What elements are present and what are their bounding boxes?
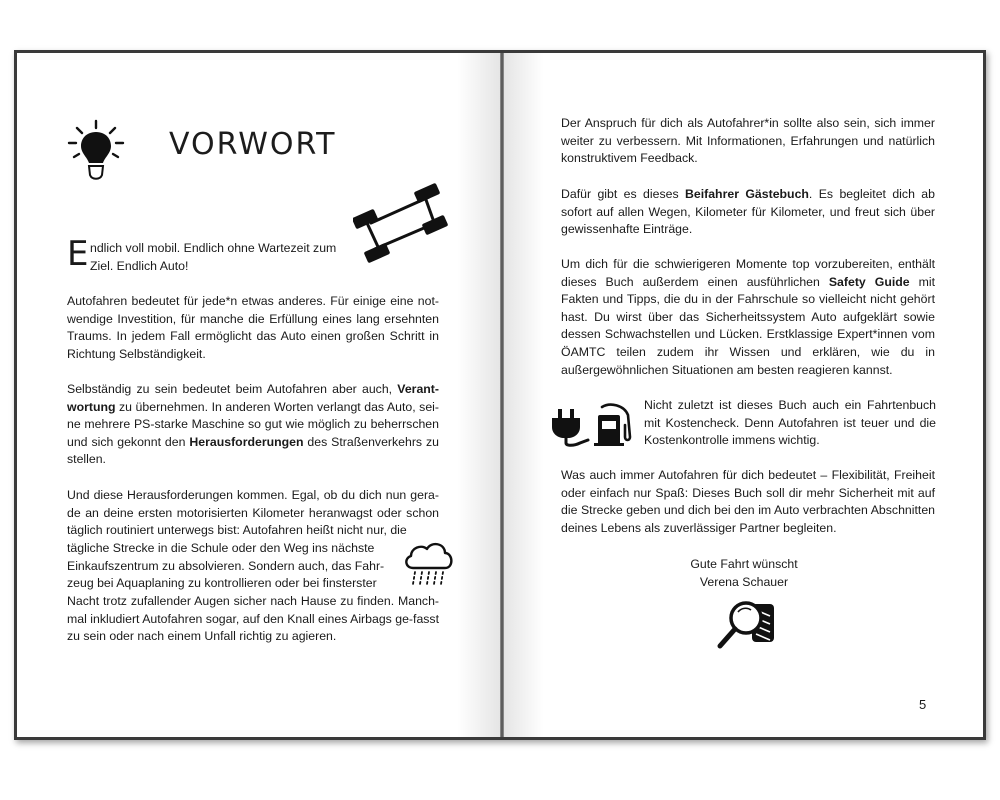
paragraph-2: Selbständig zu sein bedeutet beim Autofahren aber auch, Verant-wortung zu übernehmen. In anderen Worten verlangt das Auto, sei-ne mehrere PS-starke Maschine so gut wie möglich zu beherrschen und sich gekonnt den Herausforderungen des Straßenverkehrs zu stellen. [67, 382, 439, 467]
magnifier-tire-icon [714, 598, 780, 654]
paragraph-3-bottom: Nacht trotz zufallender Augen sicher nach Hause zu finden. Manch-mal inkludiert Autofahren sogar, auf den Knall eines Airbags ge-fasst zu sein oder nach einem Unfall richtig zu agieren. [67, 594, 439, 644]
paragraph-3-line-1: tägliche Strecke in die Schule oder den Weg ins nächste [67, 541, 375, 555]
emphasis-safety-guide: Safety Guide [828, 274, 910, 289]
emphasis-verantwortung: Verant-wortung [67, 382, 439, 414]
open-book [14, 50, 986, 740]
intro-line-1: ndlich voll mobil. Endlich ohne Wartezeit zum [90, 241, 337, 255]
emphasis-beifahrer-gaestebuch: Beifahrer Gästebuch [684, 187, 809, 201]
paragraph-3-line-2: Einkaufszentrum zu absolvieren. Sondern auch, das Fahr- [67, 559, 385, 573]
left-page [17, 53, 500, 737]
lightbulb-icon [67, 119, 125, 183]
paragraph-3-line-3: zeug bei Aquaplaning zu kontrollieren oder bei finsterster [67, 576, 377, 590]
rain-cloud-icon [401, 538, 455, 586]
drop-cap: E [67, 234, 89, 274]
page-number: 5 [919, 697, 927, 712]
right-paragraph-4: Nicht zuletzt ist dieses Buch auch ein Fahrtenbuch mit Kostencheck. Denn Autofahren ist teuer und die Kostenkontrolle immens wichtig. [644, 398, 936, 448]
page-title: VORWORT [169, 127, 337, 162]
right-page [504, 53, 983, 737]
right-paragraph-5: Was auch immer Autofahren für dich bedeutet – Flexibilität, Freiheit oder einfach nur Spaß: Dieses Buch soll dir mehr Sicherheit mit auf die Strecke geben und dich bei den im Auto verbrachten Abschnitten deines Lebens als zuverlässiger Partner begleiten. [561, 468, 935, 535]
right-paragraph-1: Der Anspruch für dich als Autofahrer*in sollte also sein, sich immer weiter zu verbessern. Mit Informationen, Erfahrungen und natürlich konstruktivem Feedback. [561, 116, 935, 166]
closing-line: Gute Fahrt wünscht [690, 557, 798, 571]
electric-plug-icon [550, 407, 590, 447]
intro-line-2: Ziel. Endlich Auto! [90, 259, 189, 273]
right-paragraph-3: Um dich für die schwierigeren Momente top vorzubereiten, enthält dieses Buch außerdem einen ausführlichen Safety Guide mit Fakten und Tipps, die du in der Fahrschule so vielleicht nicht gehört hast. Du wirst über das Sicherheitssystem Auto aufgeklärt sowie dessen Schwachstellen und Lücken. Erstklassige Expert*innen vom ÖAMTC teilen zudem ihr Wissen und erklären, wie du in außergewöhnlichen Situationen am besten reagieren kannst. [561, 257, 936, 377]
paragraph-1: Autofahren bedeutet für jede*n etwas anderes. Für einige eine not-wendige Investition, für manche die Erfüllung eines lang ersehnten Traums. In jedem Fall ermöglicht das Auto einen großen Schritt in Richtung Selbständigkeit. [67, 294, 439, 361]
author-name: Verena Schauer [699, 575, 789, 589]
right-paragraph-2: Dafür gibt es dieses Beifahrer Gästebuch. Es begleitet dich ab sofort auf allen Wegen, Kilometer für Kilometer, und freut sich über gewissenhafte Einträge. [561, 187, 935, 237]
emphasis-herausforderungen: Herausforderungen [189, 434, 304, 449]
paragraph-3-top: Und diese Herausforderungen kommen. Egal, ob du dich nun gera-de an deine ersten motorisierten Kilometer heranwagst oder schon täglich routiniert unterwegs bist: Autofahren heißt nicht nur, die [67, 488, 439, 538]
fuel-pump-icon [590, 403, 634, 447]
